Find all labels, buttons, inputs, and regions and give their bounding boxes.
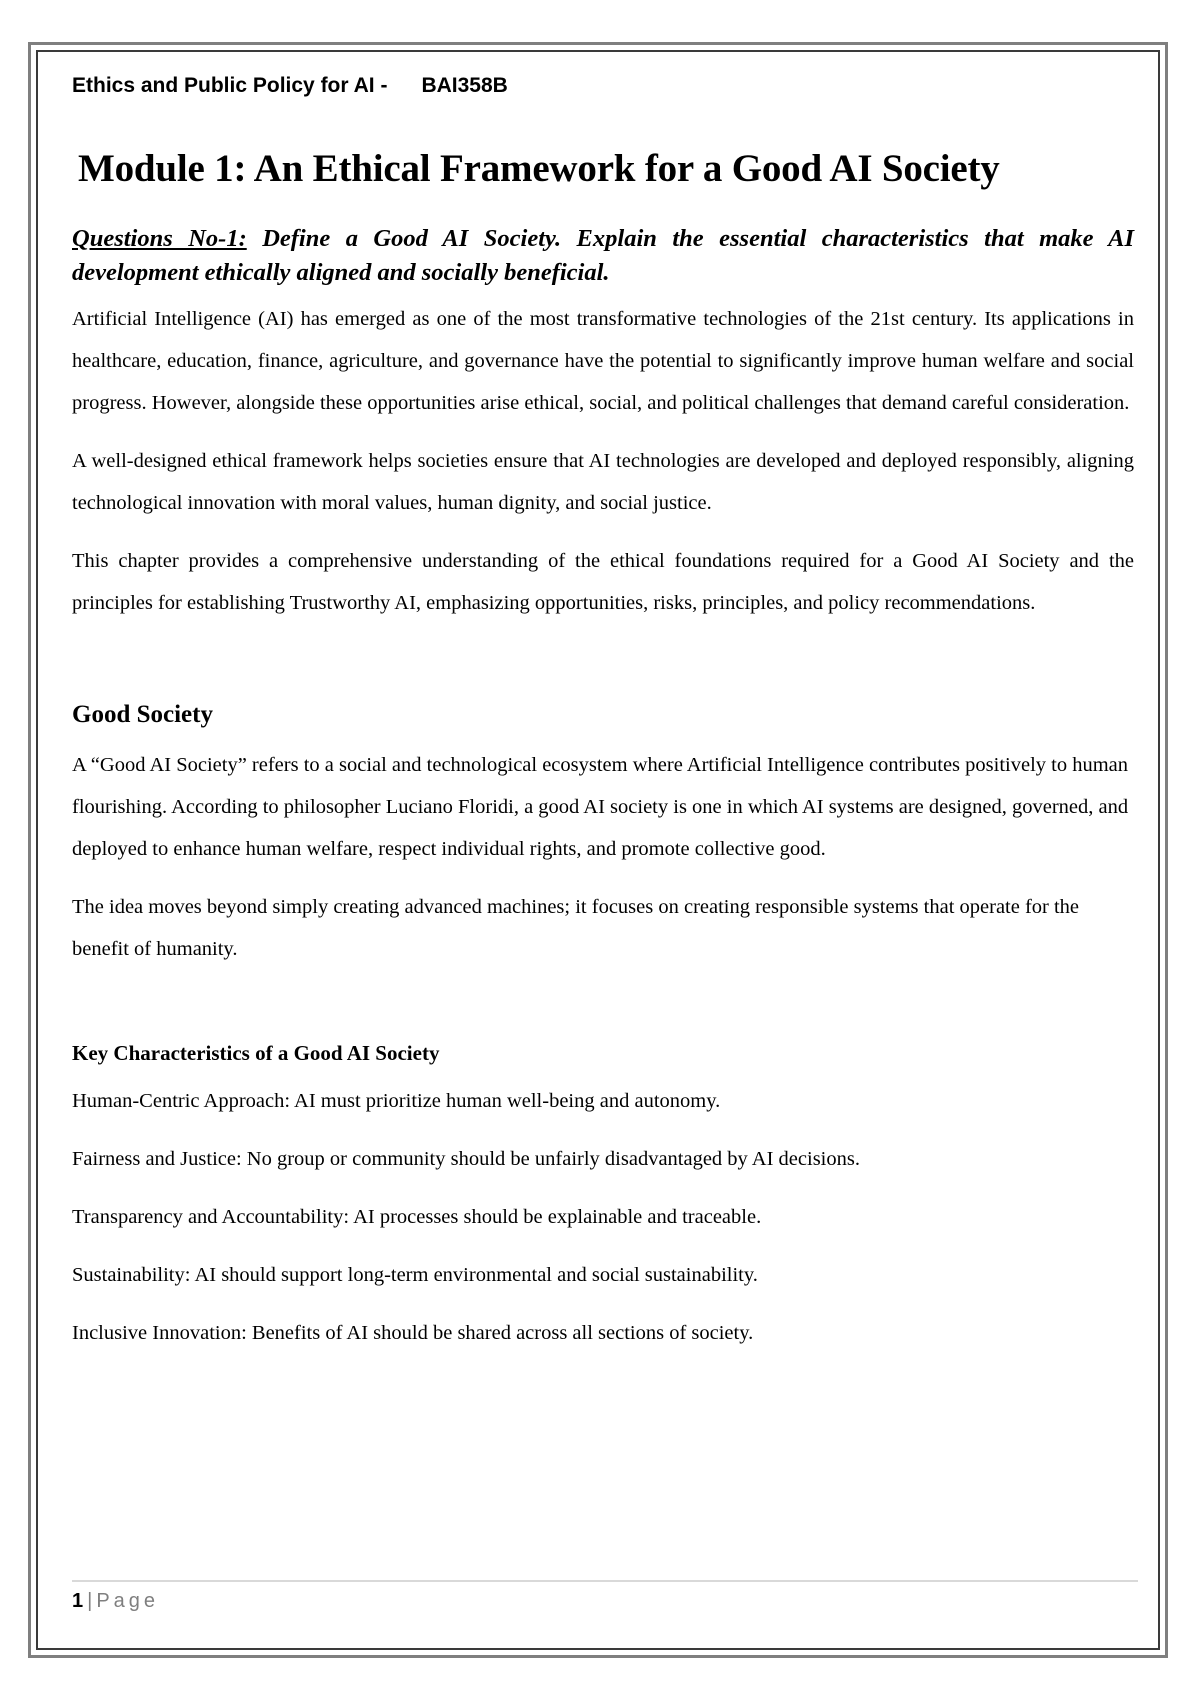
characteristic-item: Fairness and Justice: No group or community should be unfairly disadvantaged by AI decisions. [72, 1148, 860, 1170]
intro-paragraph: This chapter provides a comprehensive understanding of the ethical foundations required for a Good AI Society and the principles for establishing Trustworthy AI, emphasizing opportunities, risks, principles, and policy recommendations. [72, 550, 1134, 614]
intro-paragraph: Artificial Intelligence (AI) has emerged as one of the most transformative technologies of the 21st century. Its applications in healthcare, education, finance, agriculture, and governance have the potential to significantly improve human welfare and social progress. However, alongside these opportunities arise ethical, social, and political challenges that demand careful consideration. [72, 308, 1134, 414]
page-number: 1 [72, 1590, 84, 1612]
page-label: Page [96, 1590, 160, 1612]
course-code: BAI358B [421, 74, 508, 97]
question-text: Define a Good AI Society. Explain the essential characteristics that make AI development ethically aligned and socially beneficial. [72, 225, 1134, 286]
question-label: Questions No-1: [72, 225, 247, 252]
footer-divider [72, 1580, 1138, 1582]
document-page [72, 66, 1134, 1374]
section-heading-good-society: Good Society [72, 701, 213, 728]
page-footer [72, 1586, 159, 1616]
characteristic-item: Inclusive Innovation: Benefits of AI should be shared across all sections of society. [72, 1322, 754, 1344]
question-block [72, 222, 1134, 290]
key-characteristics-heading: Key Characteristics of a Good AI Society [72, 1041, 440, 1065]
running-header [72, 66, 1134, 106]
good-society-paragraph: A “Good AI Society” refers to a social and technological ecosystem where Artificial Intelligence contributes positively to human flourishing. According to philosopher Luciano Floridi, a good AI society is one in which AI systems are designed, governed, and deployed to enhance human welfare, respect individual rights, and promote collective good. [72, 754, 1129, 860]
footer-separator: | [87, 1590, 93, 1612]
characteristic-item: Human-Centric Approach: AI must prioritize human well-being and autonomy. [72, 1090, 721, 1112]
good-society-paragraph: The idea moves beyond simply creating advanced machines; it focuses on creating responsible systems that operate for the benefit of humanity. [72, 896, 1080, 960]
course-title: Ethics and Public Policy for AI - [72, 74, 388, 97]
characteristic-item: Transparency and Accountability: AI processes should be explainable and traceable. [72, 1206, 762, 1228]
characteristic-item: Sustainability: AI should support long-term environmental and social sustainability. [72, 1264, 758, 1286]
module-title: Module 1: An Ethical Framework for a Good AI Society [78, 147, 1000, 190]
intro-paragraph: A well-designed ethical framework helps societies ensure that AI technologies are developed and deployed responsibly, aligning technological innovation with moral values, human dignity, and social justice. [72, 450, 1134, 514]
